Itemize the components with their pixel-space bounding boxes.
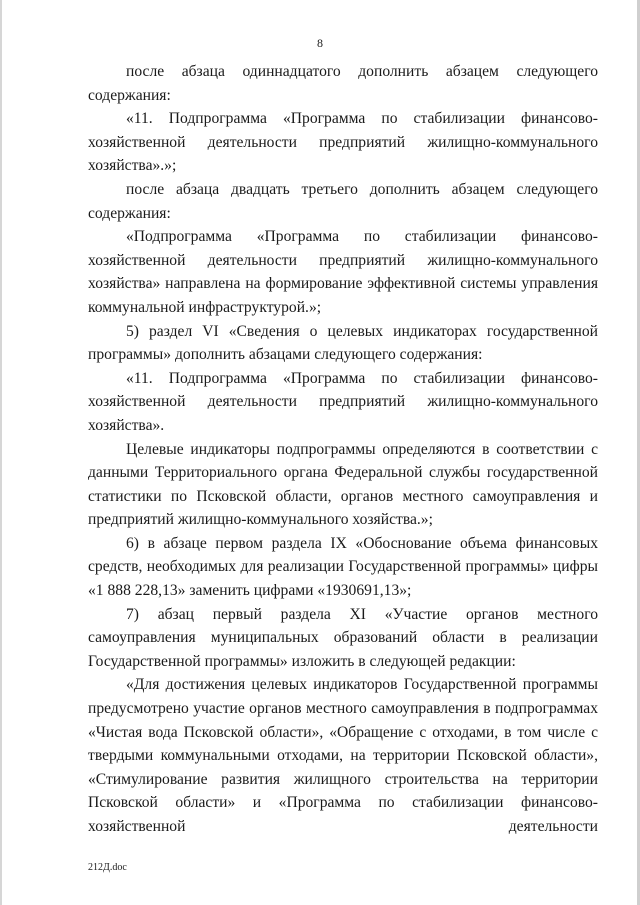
paragraph-3: после абзаца двадцать третьего дополнить абзацем следующего содержания: xyxy=(88,180,598,222)
paragraph-5: 5) раздел VI «Сведения о целевых индикаторах государственной программы» дополнить абзацами следующего содержания: xyxy=(88,322,598,364)
paragraph-2: «11. Подпрограмма «Программа по стабилизации финансово-хозяйственной деятельности предприятий жилищно-коммунального хозяйства».»; xyxy=(88,110,598,175)
page-number: 8 xyxy=(317,36,323,50)
paragraph-6: «11. Подпрограмма «Программа по стабилизации финансово-хозяйственной деятельности предприятий жилищно-коммунального хозяйства». xyxy=(88,369,598,434)
file-name-footer: 212Д.doc xyxy=(88,862,127,873)
scan-edge-left xyxy=(0,0,2,905)
paragraph-7: Целевые индикаторы подпрограммы определяются в соответствии с данными Территориального органа Федеральной службы государственной статистики по Псковской области, органов местного самоуправления и предприятий жилищно-коммунального хозяйства.»; xyxy=(88,440,598,529)
paragraph-8: 6) в абзаце первом раздела IX «Обоснование объема финансовых средств, необходимых для реализации Государственной программы» цифры «1 888 228,13» заменить цифрами «1930691,13»; xyxy=(88,534,598,600)
paragraph-4: «Подпрограмма «Программа по стабилизации финансово-хозяйственной деятельности предприятий жилищно-коммунального хозяйства» направлена на формирование эффективной системы управления коммунальной инфраструктурой.»; xyxy=(88,228,598,316)
paragraph-9: 7) абзац первый раздела XI «Участие органов местного самоуправления муниципальных образований области в реализации Государственной программы» изложить в следующей редакции: xyxy=(88,605,598,670)
paragraph-10: «Для достижения целевых индикаторов Государственной программы предусмотрено участие органов местного самоуправления в подпрограммах «Чистая вода Псковской области», «Обращение с отходами, в том числе с твердыми коммунальными отходами, на территории Псковской области», «Стимулирование развития жилищного строительства на территории Псковской области» и «Программа по стабилизации финансово-хозяйственной деятельности xyxy=(88,676,598,835)
document-body xyxy=(88,60,598,839)
paragraph-1: после абзаца одиннадцатого дополнить абзацем следующего содержания: xyxy=(88,63,598,104)
